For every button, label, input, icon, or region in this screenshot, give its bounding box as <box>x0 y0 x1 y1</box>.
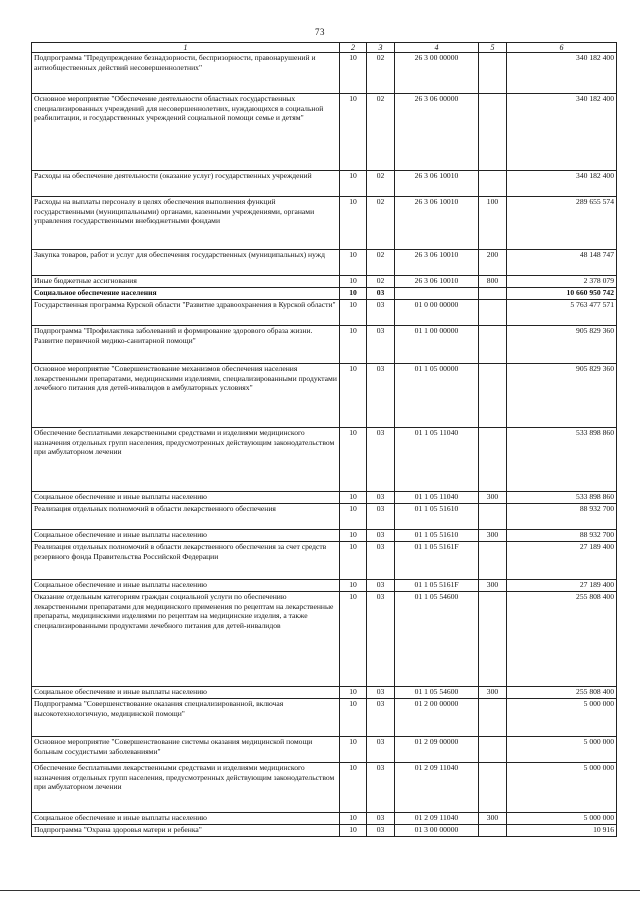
cell-subsection: 02 <box>367 171 395 197</box>
cell-target-article: 01 1 05 51610 <box>395 530 479 542</box>
cell-subsection: 03 <box>367 300 395 326</box>
table-body <box>32 53 617 837</box>
cell-section: 10 <box>340 825 367 837</box>
header-col-1: 1 <box>32 43 340 53</box>
cell-amount: 905 829 360 <box>507 326 617 364</box>
cell-expense-type <box>479 737 507 763</box>
cell-target-article: 01 2 09 00000 <box>395 737 479 763</box>
table-row <box>32 580 617 592</box>
table-row <box>32 592 617 687</box>
cell-amount: 27 189 400 <box>507 542 617 580</box>
cell-section: 10 <box>340 542 367 580</box>
cell-subsection: 02 <box>367 94 395 171</box>
header-col-2: 2 <box>340 43 367 53</box>
cell-expense-type <box>479 542 507 580</box>
cell-expense-type <box>479 428 507 492</box>
cell-name: Закупка товаров, работ и услуг для обеспечения государственных (муниципальных) нужд <box>32 250 340 276</box>
cell-amount: 533 898 860 <box>507 428 617 492</box>
table-row <box>32 53 617 94</box>
cell-name: Социальное обеспечение и иные выплаты населению <box>32 580 340 592</box>
table-row <box>32 250 617 276</box>
cell-name: Подпрограмма "Совершенствование оказания специализированной, включая высокотехнологичную, медицинской помощи" <box>32 699 340 737</box>
cell-amount: 88 932 700 <box>507 504 617 530</box>
cell-target-article: 01 2 09 11040 <box>395 813 479 825</box>
cell-target-article: 26 3 06 10010 <box>395 171 479 197</box>
table-row <box>32 542 617 580</box>
cell-expense-type <box>479 300 507 326</box>
cell-target-article: 01 2 09 11040 <box>395 763 479 813</box>
cell-expense-type <box>479 699 507 737</box>
table-row <box>32 364 617 428</box>
cell-name: Оказание отдельным категориям граждан социальной услуги по обеспечению лекарственными препаратами для медицинского применения по рецептам на лекарственные препараты, медицинскими изделиями по рецептам на медицинские изделия, а также специализированными продуктами лечебного питания для детей-инвалидов <box>32 592 340 687</box>
cell-amount: 533 898 860 <box>507 492 617 504</box>
cell-section: 10 <box>340 699 367 737</box>
cell-subsection: 03 <box>367 364 395 428</box>
table-row <box>32 94 617 171</box>
cell-amount: 289 655 574 <box>507 197 617 250</box>
cell-target-article: 01 1 05 11040 <box>395 492 479 504</box>
cell-section: 10 <box>340 53 367 94</box>
cell-name: Социальное обеспечение и иные выплаты населению <box>32 813 340 825</box>
cell-section: 10 <box>340 94 367 171</box>
cell-subsection: 03 <box>367 813 395 825</box>
cell-target-article: 01 1 05 54600 <box>395 592 479 687</box>
cell-section: 10 <box>340 197 367 250</box>
cell-target-article: 01 1 05 51610 <box>395 504 479 530</box>
cell-expense-type <box>479 94 507 171</box>
cell-target-article: 26 3 06 10010 <box>395 250 479 276</box>
cell-expense-type: 300 <box>479 580 507 592</box>
cell-section: 10 <box>340 592 367 687</box>
cell-subsection: 03 <box>367 530 395 542</box>
cell-section: 10 <box>340 288 367 300</box>
cell-name: Реализация отдельных полномочий в области лекарственного обеспечения <box>32 504 340 530</box>
cell-subsection: 02 <box>367 276 395 288</box>
cell-target-article: 26 3 06 00000 <box>395 94 479 171</box>
cell-expense-type: 300 <box>479 687 507 699</box>
cell-subsection: 02 <box>367 197 395 250</box>
header-row <box>32 43 617 53</box>
table-row <box>32 288 617 300</box>
cell-name: Обеспечение бесплатными лекарственными средствами и изделиями медицинского назначения отдельных групп населения, предусмотренных действующим законодательством при амбулаторном лечении <box>32 428 340 492</box>
cell-expense-type <box>479 53 507 94</box>
cell-expense-type <box>479 825 507 837</box>
cell-section: 10 <box>340 763 367 813</box>
table-row <box>32 737 617 763</box>
table-row <box>32 197 617 250</box>
cell-amount: 88 932 700 <box>507 530 617 542</box>
table-row <box>32 504 617 530</box>
cell-subsection: 03 <box>367 428 395 492</box>
cell-expense-type <box>479 763 507 813</box>
cell-name: Основное мероприятие "Совершенствование системы оказания медицинской помощи больным сосудистыми заболеваниями" <box>32 737 340 763</box>
cell-amount: 905 829 360 <box>507 364 617 428</box>
cell-name: Социальное обеспечение и иные выплаты населению <box>32 530 340 542</box>
cell-subsection: 03 <box>367 737 395 763</box>
page-number: 73 <box>315 27 325 37</box>
cell-section: 10 <box>340 250 367 276</box>
cell-name: Подпрограмма "Предупреждение безнадзорности, беспризорности, правонарушений и антиобщественных действий несовершеннолетних" <box>32 53 340 94</box>
cell-section: 10 <box>340 687 367 699</box>
table-row <box>32 171 617 197</box>
cell-amount: 340 182 400 <box>507 94 617 171</box>
cell-name: Основное мероприятие "Обеспечение деятельности областных государственных специализированных учреждений для несовершеннолетних, нуждающихся в социальной реабилитации, и государственных учреждений социальной помощи семье и детям" <box>32 94 340 171</box>
cell-expense-type <box>479 592 507 687</box>
budget-table <box>31 42 617 837</box>
cell-amount: 5 000 000 <box>507 813 617 825</box>
cell-expense-type <box>479 326 507 364</box>
cell-amount: 340 182 400 <box>507 53 617 94</box>
cell-subsection: 03 <box>367 763 395 813</box>
cell-section: 10 <box>340 428 367 492</box>
cell-amount: 5 000 000 <box>507 699 617 737</box>
table-row <box>32 813 617 825</box>
cell-subsection: 03 <box>367 825 395 837</box>
cell-amount: 5 000 000 <box>507 763 617 813</box>
cell-subsection: 03 <box>367 699 395 737</box>
cell-amount: 5 763 477 571 <box>507 300 617 326</box>
cell-target-article: 01 1 00 00000 <box>395 326 479 364</box>
cell-name: Социальное обеспечение и иные выплаты населению <box>32 687 340 699</box>
header-col-6: 6 <box>507 43 617 53</box>
cell-name: Подпрограмма "Профилактика заболеваний и формирование здорового образа жизни. Развитие первичной медико-санитарной помощи" <box>32 326 340 364</box>
cell-subsection: 03 <box>367 542 395 580</box>
cell-subsection: 03 <box>367 492 395 504</box>
cell-amount: 10 916 <box>507 825 617 837</box>
cell-subsection: 03 <box>367 592 395 687</box>
cell-section: 10 <box>340 276 367 288</box>
cell-amount: 2 378 079 <box>507 276 617 288</box>
cell-target-article <box>395 288 479 300</box>
cell-name: Иные бюджетные ассигнования <box>32 276 340 288</box>
cell-section: 10 <box>340 364 367 428</box>
cell-target-article: 01 2 00 00000 <box>395 699 479 737</box>
table-row <box>32 825 617 837</box>
cell-target-article: 01 1 05 5161F <box>395 542 479 580</box>
cell-subsection: 03 <box>367 580 395 592</box>
cell-target-article: 26 3 06 10010 <box>395 276 479 288</box>
table-row <box>32 699 617 737</box>
cell-name: Государственная программа Курской области "Развитие здравоохранения в Курской области" <box>32 300 340 326</box>
cell-section: 10 <box>340 492 367 504</box>
cell-name: Социальное обеспечение и иные выплаты населению <box>32 492 340 504</box>
cell-expense-type <box>479 504 507 530</box>
cell-amount: 255 808 400 <box>507 687 617 699</box>
cell-target-article: 26 3 00 00000 <box>395 53 479 94</box>
table-row <box>32 300 617 326</box>
cell-subsection: 02 <box>367 250 395 276</box>
cell-target-article: 01 1 05 11040 <box>395 428 479 492</box>
cell-section: 10 <box>340 300 367 326</box>
cell-name: Расходы на обеспечение деятельности (оказание услуг) государственных учреждений <box>32 171 340 197</box>
cell-expense-type: 800 <box>479 276 507 288</box>
cell-expense-type: 100 <box>479 197 507 250</box>
cell-section: 10 <box>340 580 367 592</box>
cell-target-article: 01 1 05 5161F <box>395 580 479 592</box>
cell-target-article: 26 3 06 10010 <box>395 197 479 250</box>
cell-subsection: 03 <box>367 504 395 530</box>
cell-expense-type <box>479 288 507 300</box>
table-row <box>32 276 617 288</box>
table-row <box>32 530 617 542</box>
cell-amount: 10 660 950 742 <box>507 288 617 300</box>
cell-expense-type: 300 <box>479 530 507 542</box>
cell-section: 10 <box>340 326 367 364</box>
cell-name: Реализация отдельных полномочий в области лекарственного обеспечения за счет средств резервного фонда Правительства Российской Федерации <box>32 542 340 580</box>
table-row <box>32 492 617 504</box>
header-col-4: 4 <box>395 43 479 53</box>
cell-amount: 27 189 400 <box>507 580 617 592</box>
table-row <box>32 763 617 813</box>
cell-name: Социальное обеспечение населения <box>32 288 340 300</box>
cell-section: 10 <box>340 813 367 825</box>
cell-target-article: 01 1 05 00000 <box>395 364 479 428</box>
table-row <box>32 326 617 364</box>
cell-expense-type <box>479 171 507 197</box>
cell-subsection: 03 <box>367 326 395 364</box>
bottom-divider <box>0 890 640 891</box>
cell-subsection: 03 <box>367 288 395 300</box>
table-row <box>32 687 617 699</box>
cell-target-article: 01 1 05 54600 <box>395 687 479 699</box>
cell-name: Подпрограмма "Охрана здоровья матери и ребенка" <box>32 825 340 837</box>
cell-target-article: 01 3 00 00000 <box>395 825 479 837</box>
cell-name: Основное мероприятие "Совершенствование механизмов обеспечения населения лекарственными препаратами, медицинскими изделиями, специализированными продуктами лечебного питания для детей-инвалидов в амбулаторных условиях" <box>32 364 340 428</box>
header-col-3: 3 <box>367 43 395 53</box>
cell-name: Расходы на выплаты персоналу в целях обеспечения выполнения функций государственными (муниципальными) органами, казенными учреждениями, органами управления государственными внебюджетными фондами <box>32 197 340 250</box>
table-row <box>32 428 617 492</box>
cell-amount: 5 000 000 <box>507 737 617 763</box>
table-header <box>32 43 617 53</box>
cell-section: 10 <box>340 171 367 197</box>
cell-section: 10 <box>340 737 367 763</box>
cell-target-article: 01 0 00 00000 <box>395 300 479 326</box>
cell-amount: 340 182 400 <box>507 171 617 197</box>
cell-expense-type: 300 <box>479 492 507 504</box>
cell-expense-type: 200 <box>479 250 507 276</box>
cell-amount: 48 148 747 <box>507 250 617 276</box>
cell-expense-type <box>479 364 507 428</box>
cell-section: 10 <box>340 530 367 542</box>
cell-amount: 255 808 400 <box>507 592 617 687</box>
cell-name: Обеспечение бесплатными лекарственными средствами и изделиями медицинского назначения отдельных групп населения, предусмотренных действующим законодательством при амбулаторном лечении <box>32 763 340 813</box>
cell-section: 10 <box>340 504 367 530</box>
cell-subsection: 02 <box>367 53 395 94</box>
header-col-5: 5 <box>479 43 507 53</box>
cell-expense-type: 300 <box>479 813 507 825</box>
cell-subsection: 03 <box>367 687 395 699</box>
